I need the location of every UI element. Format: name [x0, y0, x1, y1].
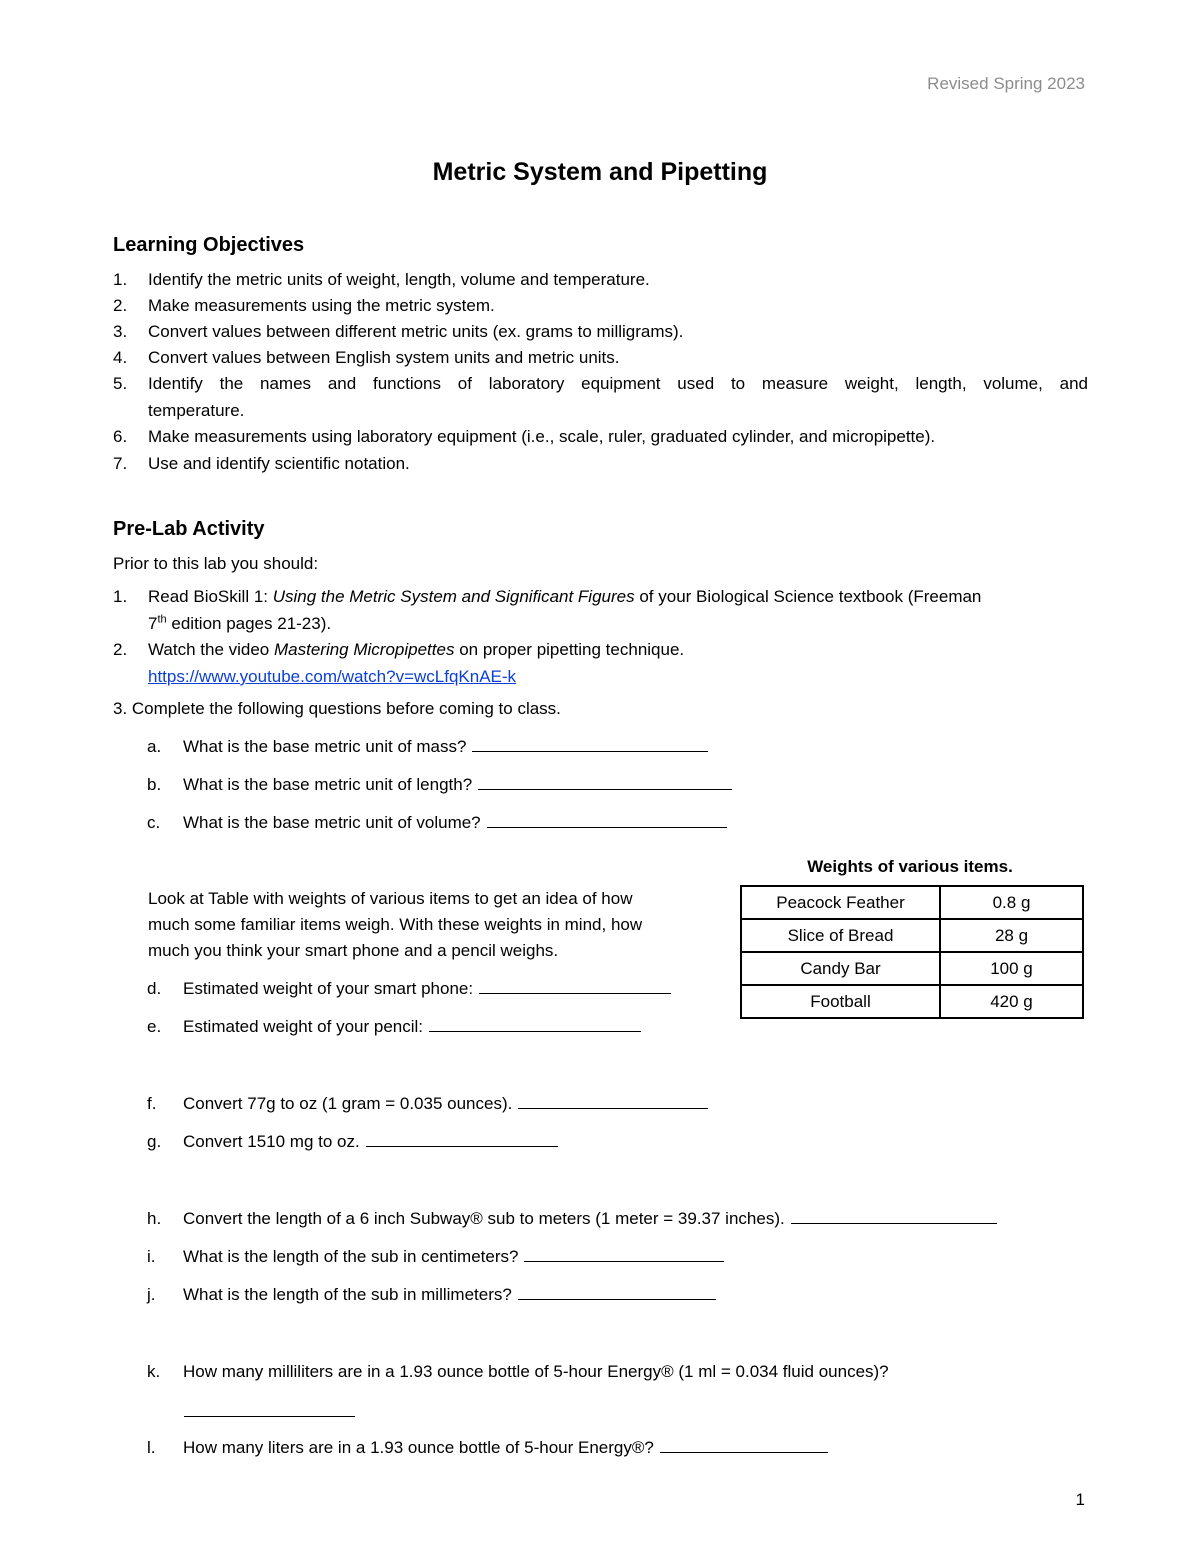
question-letter: h. — [147, 1209, 162, 1228]
table-row — [741, 919, 1083, 952]
table-row — [741, 952, 1083, 985]
step-2-text — [148, 637, 684, 663]
answer-blank[interactable] — [487, 810, 727, 828]
edition-pages: edition pages 21-23). — [166, 614, 332, 633]
question-c — [183, 810, 727, 836]
answer-blank[interactable] — [366, 1129, 558, 1147]
answer-blank[interactable] — [518, 1091, 708, 1109]
question-text: What is the length of the sub in centimeters? — [183, 1247, 519, 1266]
objective-text: Convert values between different metric units (ex. grams to milligrams). — [148, 322, 684, 341]
answer-blank[interactable] — [524, 1244, 724, 1262]
answer-blank[interactable] — [429, 1014, 641, 1032]
objective-number: 3. — [113, 322, 128, 341]
question-b — [183, 772, 732, 798]
edition-superscript: th — [157, 613, 167, 626]
question-letter: d. — [147, 979, 162, 998]
question-f — [183, 1091, 708, 1117]
objective-text: Identify the metric units of weight, length, volume and temperature. — [148, 270, 650, 289]
question-e — [183, 1014, 641, 1040]
table-intro-line: Look at Table with weights of various items to get an idea of how — [148, 889, 633, 908]
question-g — [183, 1129, 558, 1155]
question-text: What is the length of the sub in millimeters? — [183, 1285, 512, 1304]
item-cell: Football — [741, 985, 940, 1018]
step-2-pre: Watch the video — [148, 640, 274, 659]
question-letter: i. — [147, 1247, 156, 1266]
answer-blank[interactable] — [660, 1435, 828, 1453]
revision-header: Revised Spring 2023 — [927, 74, 1085, 93]
video-link-row — [148, 664, 516, 690]
question-letter: g. — [147, 1132, 162, 1151]
table-intro-line: much some familiar items weigh. With these weights in mind, how — [148, 915, 643, 934]
question-text: Convert 1510 mg to oz. — [183, 1132, 360, 1151]
question-letter: k. — [147, 1362, 161, 1381]
objective-number: 6. — [113, 427, 128, 446]
step-1-text — [148, 584, 981, 610]
answer-blank[interactable] — [518, 1282, 716, 1300]
weight-cell: 420 g — [940, 985, 1083, 1018]
objective-number: 1. — [113, 270, 128, 289]
answer-blank[interactable] — [479, 976, 671, 994]
step-3-text: 3. Complete the following questions before coming to class. — [113, 699, 561, 718]
weight-cell: 100 g — [940, 952, 1083, 985]
objective-text: Identify the names and functions of laboratory equipment used to measure weight, length, volume, and — [148, 374, 1088, 393]
prelab-heading: Pre-Lab Activity — [113, 518, 265, 540]
table-row — [741, 886, 1083, 919]
question-text: Convert the length of a 6 inch Subway® sub to meters (1 meter = 39.37 inches). — [183, 1209, 785, 1228]
question-letter: a. — [147, 737, 162, 756]
edition-number: 7 — [148, 614, 158, 633]
weights-table — [740, 885, 1084, 1019]
objective-text-continued: temperature. — [148, 401, 245, 420]
page-number: 1 — [1075, 1490, 1085, 1509]
question-letter: c. — [147, 813, 161, 832]
item-cell: Candy Bar — [741, 952, 940, 985]
question-text: Estimated weight of your pencil: — [183, 1017, 424, 1036]
question-d — [183, 976, 671, 1002]
question-letter: j. — [147, 1285, 156, 1304]
question-letter: e. — [147, 1017, 162, 1036]
question-a — [183, 734, 708, 760]
question-text: What is the base metric unit of volume? — [183, 813, 481, 832]
table-intro-line: much you think your smart phone and a pencil weighs. — [148, 941, 559, 960]
step-number: 1. — [113, 587, 128, 606]
question-i — [183, 1244, 724, 1270]
step-number: 2. — [113, 640, 128, 659]
table-caption: Weights of various items. — [807, 857, 1013, 876]
question-text: What is the base metric unit of mass? — [183, 737, 467, 756]
item-cell: Slice of Bread — [741, 919, 940, 952]
question-l — [183, 1435, 828, 1461]
video-title: Mastering Micropipettes — [274, 640, 455, 659]
objective-text: Convert values between English system units and metric units. — [148, 348, 620, 367]
weight-cell: 0.8 g — [940, 886, 1083, 919]
video-link[interactable]: https://www.youtube.com/watch?v=wcLfqKnAE-k — [148, 667, 517, 686]
objective-number: 5. — [113, 374, 128, 393]
question-letter: l. — [147, 1438, 156, 1457]
table-row — [741, 985, 1083, 1018]
objective-number: 4. — [113, 348, 128, 367]
page-title: Metric System and Pipetting — [432, 158, 768, 186]
step-2-post: on proper pipetting technique. — [454, 640, 685, 659]
step-1-pre: Read BioSkill 1: — [148, 587, 273, 606]
step-1-text-continued — [148, 611, 331, 637]
step-1-book-title: Using the Metric System and Significant Figures — [272, 587, 635, 606]
objective-number: 2. — [113, 296, 128, 315]
question-j — [183, 1282, 716, 1308]
weight-cell: 28 g — [940, 919, 1083, 952]
question-k: How many milliliters are in a 1.93 ounce bottle of 5-hour Energy® (1 ml = 0.034 fluid ounces)? — [183, 1362, 889, 1381]
question-text: What is the base metric unit of length? — [183, 775, 473, 794]
question-letter: f. — [147, 1094, 157, 1113]
objective-text: Use and identify scientific notation. — [148, 454, 410, 473]
question-text: Estimated weight of your smart phone: — [183, 979, 474, 998]
prelab-intro: Prior to this lab you should: — [113, 554, 319, 573]
item-cell: Peacock Feather — [741, 886, 940, 919]
answer-blank[interactable] — [478, 772, 732, 790]
objective-text: Make measurements using the metric system. — [148, 296, 495, 315]
learning-objectives-heading: Learning Objectives — [113, 234, 305, 256]
answer-blank[interactable] — [184, 1416, 355, 1417]
objective-number: 7. — [113, 454, 128, 473]
objective-text: Make measurements using laboratory equipment (i.e., scale, ruler, graduated cylinder, and micropipette). — [148, 427, 936, 446]
answer-blank[interactable] — [791, 1206, 997, 1224]
question-text: How many liters are in a 1.93 ounce bottle of 5-hour Energy®? — [183, 1438, 654, 1457]
question-text: Convert 77g to oz (1 gram = 0.035 ounces). — [183, 1094, 513, 1113]
question-letter: b. — [147, 775, 162, 794]
answer-blank[interactable] — [472, 734, 708, 752]
step-1-post: of your Biological Science textbook (Freeman — [634, 587, 982, 606]
question-h — [183, 1206, 997, 1232]
